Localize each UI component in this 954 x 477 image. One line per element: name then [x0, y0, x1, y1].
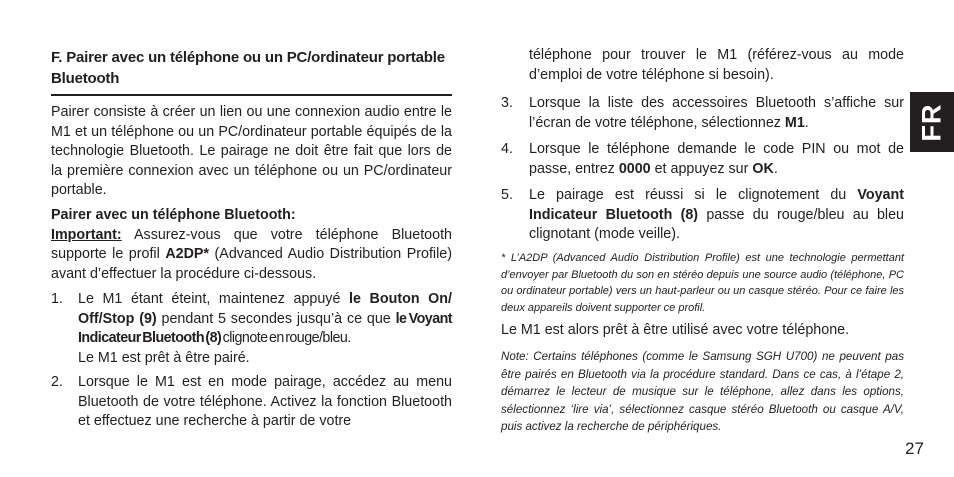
step-3: [501, 94, 904, 133]
step-1-squeezed-line: le Voyant Indicateur Bluetooth (8) clignote en rouge/bleu.: [78, 310, 452, 346]
step-number: 4.: [501, 141, 513, 157]
step-2-continued: téléphone pour trouver le M1 (référez-vous au mode d’emploi de votre téléphone si besoin).: [529, 47, 904, 83]
intro-paragraph: Pairer consiste à créer un lien ou une connexion audio entre le M1 et un téléphone ou un PC/ordinateur portable équipés de la technologie Bluetooth. Le pairage ne doit être fait que lors de la première connexion avec un téléphone ou un PC/ordinateur portable.: [51, 104, 452, 198]
step-number: 5.: [501, 187, 513, 203]
step-4: [501, 140, 904, 179]
important-label: Important:: [51, 226, 122, 243]
ready-statement: Le M1 est alors prêt à être utilisé avec votre téléphone.: [501, 322, 850, 338]
step-text: Lorsque le téléphone demande le code PIN ou mot de passe, entrez 0000 et appuyez sur OK.: [529, 141, 904, 177]
a2dp-label: A2DP*: [165, 246, 210, 262]
step-2: [51, 373, 452, 432]
subheading: Pairer avec un téléphone Bluetooth:: [51, 207, 296, 223]
step-number: 1.: [51, 291, 63, 307]
step-text: Lorsque le M1 est en mode pairage, accédez au menu Bluetooth de votre téléphone. Activez la fonction Bluetooth et effectuez une recherche à partir de votre: [78, 374, 452, 429]
language-tab: [910, 92, 954, 152]
important-text-2: (Advanced Audio Distribution Profile) avant d’effectuer la procédure ci-dessous.: [51, 246, 452, 282]
step-text: Le M1 étant éteint, maintenez appuyé le Bouton On/ Off/Stop (9) pendant 5 secondes jusqu’à ce que le Voyant Indicateur Bluetooth (8) clignote en rouge/bleu. Le M1 est prêt à être pairé.: [78, 291, 452, 366]
step-5: [501, 186, 904, 245]
samsung-note: Note: Certains téléphones (comme le Samsung SGH U700) ne peuvent pas être pairés en Bluetooth via la procédure standard. Dans ce cas, à l’étape 2, démarrez le lecteur de musique sur le téléphone, allez dans les options, sélectionnez ‘lire via’, sélectionnez casque stéréo Bluetooth ou casque A/V, puis activez la recherche de périphériques.: [501, 350, 904, 434]
heading-rule: [51, 94, 452, 96]
step-number: 2.: [51, 374, 63, 390]
important-text-1: Assurez-vous que votre téléphone Bluetooth supporte le profil: [51, 226, 452, 262]
step-1: [51, 290, 452, 368]
step-number: 3.: [501, 95, 513, 111]
language-tab-label: FR: [916, 103, 947, 141]
section-heading: F. Pairer avec un téléphone ou un PC/ordinateur portable Bluetooth: [51, 49, 445, 87]
pairing-subsection: [51, 206, 452, 284]
step-text: Lorsque la liste des accessoires Bluetooth s’affiche sur l’écran de votre téléphone, sélectionnez M1.: [529, 95, 904, 131]
step-text: Le pairage est réussi si le clignotement du Voyant Indicateur Bluetooth (8) passe du rouge/bleu au bleu clignotant (mode veille).: [529, 187, 904, 242]
a2dp-footnote: * L’A2DP (Advanced Audio Distribution Profile) est une technologie permettant d’envoyer par Bluetooth du son en stéréo depuis une source audio (téléphone, PC ou ordinateur portable) vers un haut-parleur ou un casque stéréo. Pour ce faire les deux appareils doivent supporter ce profil.: [501, 252, 904, 314]
page-number: 27: [905, 439, 924, 458]
